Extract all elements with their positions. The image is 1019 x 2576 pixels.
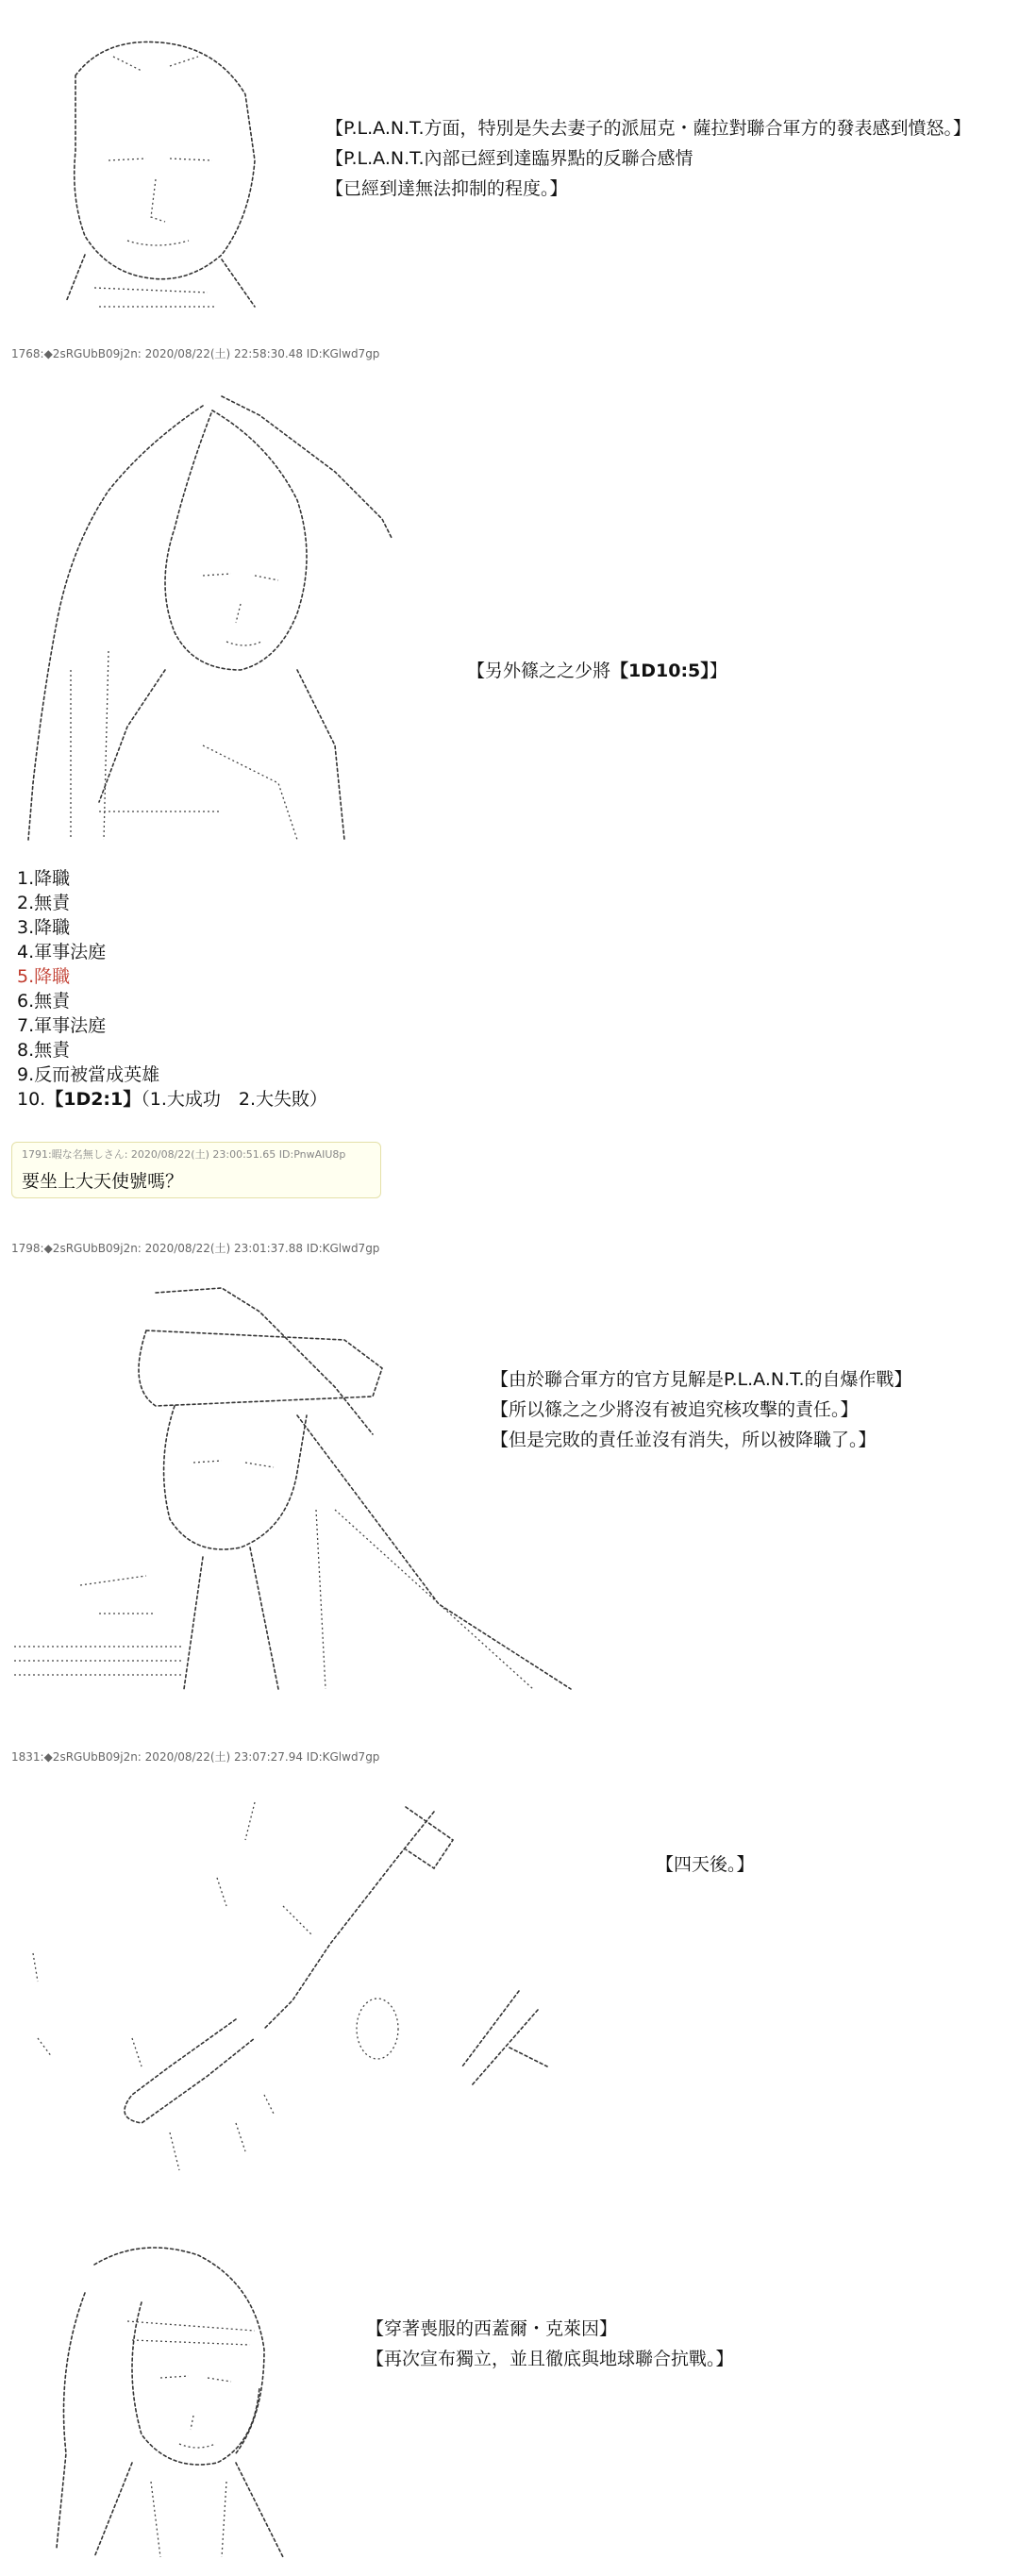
narration-line: 【已經到達無法抑制的程度。】 [326,178,568,199]
list-item: 2.無責 [17,893,71,913]
post-header: 1768:◆2sRGUbB09j2n: 2020/08/22(土) 22:58:30.48 ID:KGlwd7gp [11,347,380,360]
narration-line: 【穿著喪服的西蓋爾・克萊因】 [366,2318,618,2339]
list-item: 9.反而被當成英雄 [17,1064,160,1085]
narration-line [467,656,727,686]
reply-post-text: 要坐上大天使號嗎？ [22,1171,184,1192]
narration-line: 【由於聯合軍方的官方見解是P.L.A.N.T.的自爆作戰】 [491,1369,912,1390]
list-item-highlighted: 5.降職 [17,966,71,987]
list-item: 3.降職 [17,917,71,938]
panel4-dialogue [656,1849,755,1880]
panel5-dialogue [366,2314,734,2374]
narration-line: 【四天後。】 [656,1854,755,1875]
narration-line: 【但是完敗的責任並沒有消失，所以被降職了。】 [491,1430,877,1450]
panel1-dialogue [326,113,971,204]
dice-outcome-list [17,866,327,1112]
list-item [17,1087,327,1112]
post-header: 1831:◆2sRGUbB09j2n: 2020/08/22(土) 23:07:27.94 ID:KGlwd7gp [11,1750,380,1764]
list-item-options: （1.大成功 2.大失敗） [141,1089,328,1110]
panel3-dialogue [491,1364,912,1455]
dice-roll-result: 【1D2:1】 [45,1089,142,1110]
narration-text: 【另外篠之之少將 [467,661,611,681]
ascii-art-long-hair-character [14,387,410,849]
narration-line: 【P.L.A.N.T.內部已經到達臨界點的反聯合感情 [326,148,693,169]
list-item: 4.軍事法庭 [17,942,107,962]
reply-post-header: 1791:暇な名無しさん: 2020/08/22(土) 23:00:51.65 ID:PnwAIU8p [22,1148,346,1161]
dice-roll-result: 【1D10:5】 [610,661,710,681]
list-item-number: 10. [17,1089,46,1110]
list-item: 6.無責 [17,991,71,1012]
narration-line: 【所以篠之之少將沒有被追究核攻擊的責任。】 [491,1399,859,1420]
post-header: 1798:◆2sRGUbB09j2n: 2020/08/22(土) 23:01:37.88 ID:KGlwd7gp [11,1242,380,1255]
panel2-dialogue [467,656,727,686]
ascii-art-man-portrait [19,19,292,321]
narration-text: 】 [709,661,727,681]
narration-line: 【再次宣布獨立，並且徹底與地球聯合抗戰。】 [366,2349,734,2369]
ascii-art-woman-in-mourning [38,2227,321,2567]
list-item: 7.軍事法庭 [17,1015,107,1036]
list-item: 8.無責 [17,1040,71,1061]
list-item: 1.降職 [17,868,71,889]
ascii-art-officer-figure [14,1274,580,1717]
reply-post-box [11,1142,381,1198]
ascii-art-scattered-objects [19,1793,604,2189]
narration-line: 【P.L.A.N.T.方面，特別是失去妻子的派屈克・薩拉對聯合軍方的發表感到憤怒。】 [326,118,972,139]
